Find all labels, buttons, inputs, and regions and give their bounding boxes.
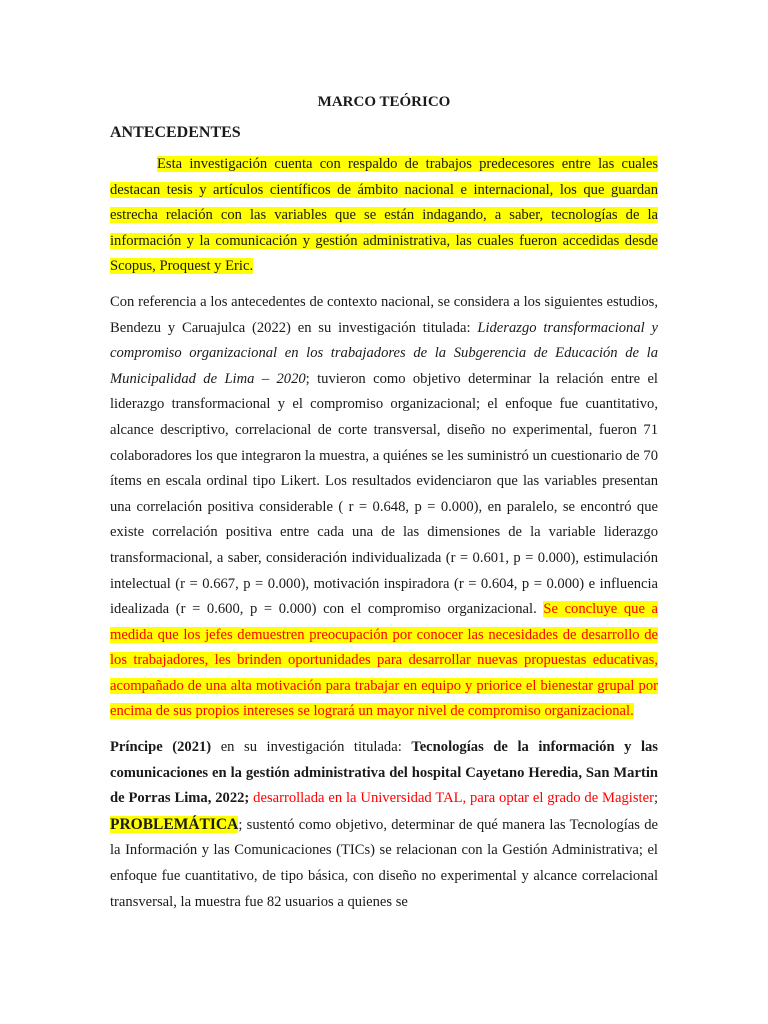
paragraph-text: Con referencia a los antecedentes de contexto nacional, se considera a los siguientes estudios, Bendezu y Caruajulca (2022) en su investigación titulada:	[110, 293, 658, 336]
study-title: Tecnologías de la información y las comunicaciones en la gestión administrativa del hospital Cayetano Heredia, San Martin de Porras Lima, 2022;	[110, 739, 658, 807]
highlighted-conclusion: Se concluye que a medida que los jefes demuestren preocupación por conocer las necesidades de desarrollo de los trabajadores, les brinden oportunidades para desarrollar nuevas propuestas educativas, acompañado de una alta motivación para trabajar en equipo y priorice el bienestar grupal por encima de sus propios intereses se logrará un mayor nivel de compromiso organizacional.	[110, 601, 659, 720]
paragraph-text: en su investigación titulada:	[211, 739, 412, 756]
study-title: Liderazgo transformacional y compromiso organizacional en los trabajadores de la Subgerencia de Educación de la Municipalidad de Lima – 2020	[110, 319, 658, 387]
paragraph-text: ; tuvieron como objetivo determinar la relación entre el liderazgo transformacional y el compromiso organizacional; el enfoque fue cuantitativo, alcance descriptivo, correlacional de corte transversal, diseño no experimental, fueron 71 colaboradores los que integraron la muestra, a quiénes se les suministró un cuestionario de 70 ítems en escala ordinal tipo Likert. Los resultados evidenciaron que las variables presentan una correlación positiva considerable ( r = 0.648, p = 0.000), en paralelo, se encontró que existe correlación positiva entre cada una de las dimensiones de la variable liderazgo transformacional, a saber, consideración individualizada (r = 0.601, p = 0.000), estimulación intelectual (r = 0.667, p = 0.000), motivación inspiradora (r = 0.604, p = 0.000) e influencia idealizada (r = 0.600, p = 0.000) con el compromiso organizacional.	[110, 370, 658, 618]
paragraph-national-antecedent	[110, 290, 658, 725]
problem-label: PROBLEMÁTICA	[110, 815, 239, 833]
paragraph-text: ; sustentó como objetivo, determinar de qué manera las Tecnologías de la Información y las Comunicaciones (TICs) se relacionan con la Gestión Administrativa; el enfoque fue cuantitativo, de tipo básica, con diseño no experimental y alcance correlacional transversal, la muestra fue 82 usuarios a quienes se	[110, 816, 658, 910]
page-title: MARCO TEÓRICO	[317, 94, 451, 110]
separator-text: ;	[653, 790, 658, 807]
paragraph-principe-study	[110, 735, 658, 915]
paragraph-intro	[110, 152, 658, 280]
section-heading: ANTECEDENTES	[110, 124, 241, 141]
red-note: desarrollada en la Universidad TAL, para optar el grado de Magister	[249, 790, 654, 807]
highlighted-text: Esta investigación cuenta con respaldo de trabajos predecesores entre las cuales destacan tesis y artículos científicos de ámbito nacional e internacional, los que guardan estrecha relación con las variables que se están indagando, a saber, tecnologías de la información y la comunicación y gestión administrativa, las cuales fueron accedidas desde Scopus, Proquest y Eric.	[110, 156, 658, 275]
author-citation: Príncipe (2021)	[110, 739, 212, 756]
